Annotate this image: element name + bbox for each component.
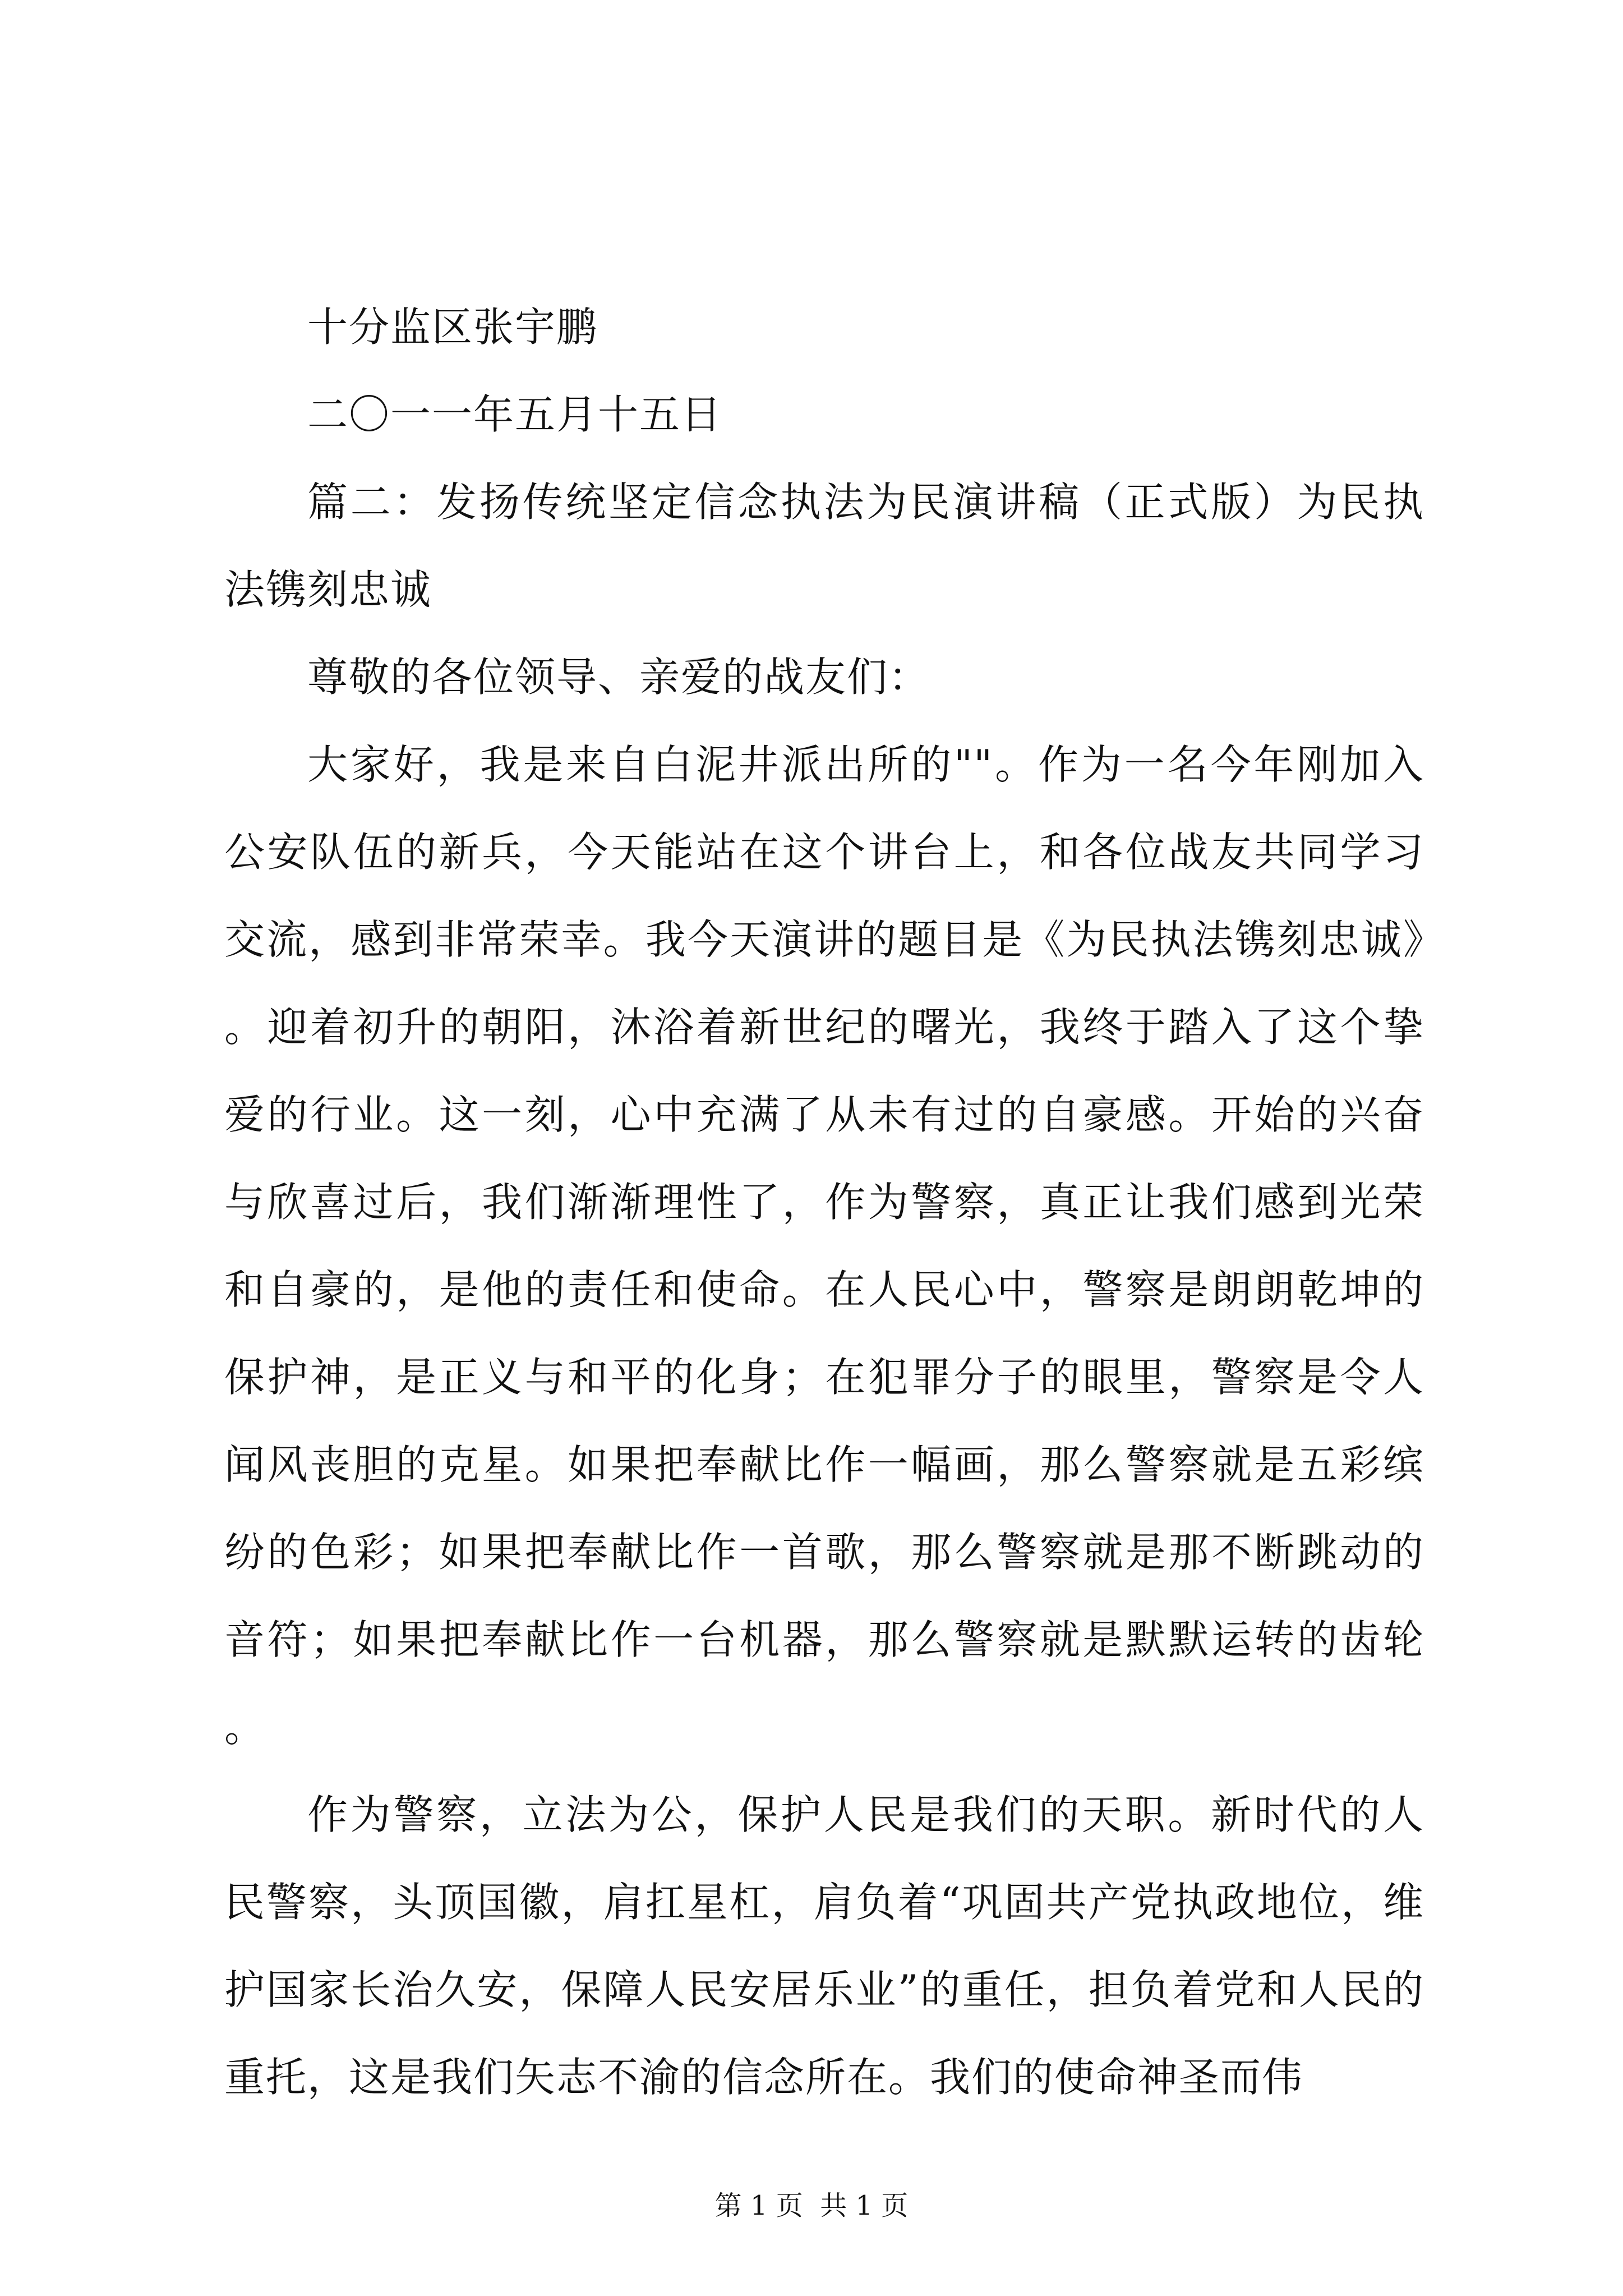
date-line: 二〇一一年五月十五日 bbox=[307, 391, 723, 438]
salutation: 尊敬的各位领导、亲爱的战友们： bbox=[307, 654, 930, 701]
body-paragraph: 作为警察，立法为公，保护人民是我们的天职。新时代的人民警察，头顶国徽，肩扛星杠，肩负着“巩固共产党执政地位，维护国家长治久安，保障人民安居乐业”的重任，担负着党和人民的重托，这是我们矢志不渝的信念所在。我们的使命神圣而伟 bbox=[224, 1791, 1424, 2101]
section-heading: 篇二：发扬传统坚定信念执法为民演讲稿（正式版）为民执法镌刻忠诚 bbox=[224, 478, 1424, 613]
document-body bbox=[224, 283, 1424, 2121]
page-footer bbox=[0, 2188, 1623, 2224]
page-number: 第 1 页 共 1 页 bbox=[714, 2190, 909, 2221]
signature-line: 十分监区张宇鹏 bbox=[307, 303, 598, 351]
body-paragraph: 大家好，我是来自白泥井派出所的""。作为一名今年刚加入公安队伍的新兵，今天能站在这个讲台上，和各位战友共同学习交流，感到非常荣幸。我今天演讲的题目是《为民执法镌刻忠诚》。迎着初升的朝阳，沐浴着新世纪的曙光，我终于踏入了这个挚爱的行业。这一刻，心中充满了从未有过的自豪感。开始的兴奋与欣喜过后，我们渐渐理性了，作为警察，真正让我们感到光荣和自豪的，是他的责任和使命。在人民心中，警察是朗朗乾坤的保护神，是正义与和平的化身；在犯罪分子的眼里，警察是令人闻风丧胆的克星。如果把奉献比作一幅画，那么警察就是五彩缤纷的色彩；如果把奉献比作一首歌，那么警察就是那不断跳动的音符；如果把奉献比作一台机器，那么警察就是默默运转的齿轮。 bbox=[224, 741, 1424, 1751]
